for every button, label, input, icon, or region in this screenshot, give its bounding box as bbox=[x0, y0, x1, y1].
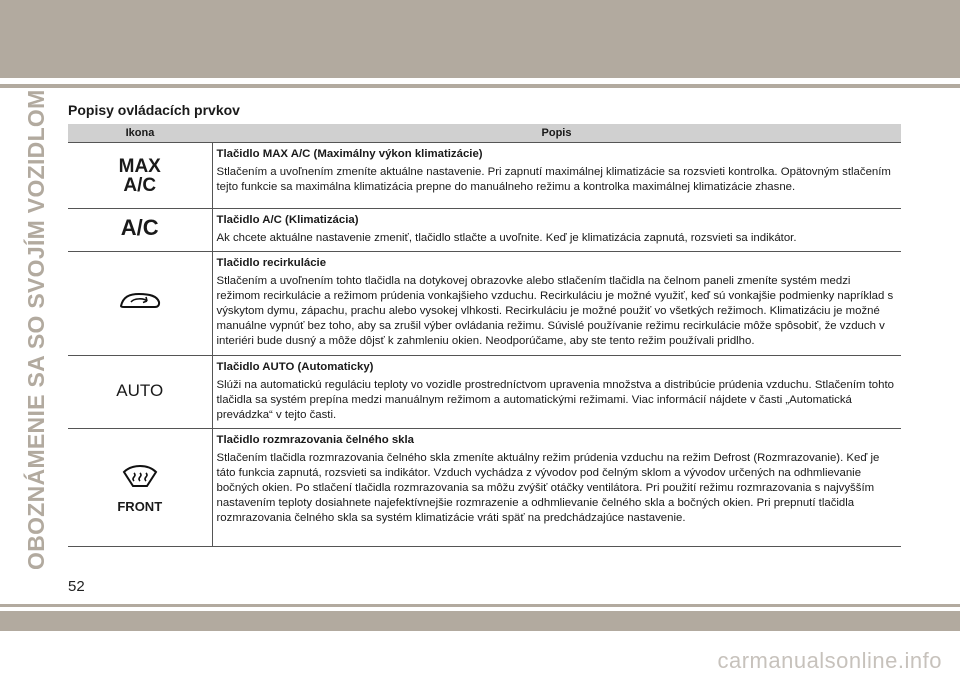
description-cell bbox=[212, 429, 901, 547]
ac-icon: A/C bbox=[120, 215, 159, 240]
max-ac-icon-line1: MAX bbox=[118, 155, 161, 177]
row-title: Tlačidlo rozmrazovania čelného skla bbox=[216, 434, 415, 446]
icon-cell-auto bbox=[68, 356, 212, 429]
max-ac-icon bbox=[68, 157, 212, 195]
icon-cell-front-defrost bbox=[68, 429, 212, 547]
page-number: 52 bbox=[68, 578, 85, 595]
header-description: Popis bbox=[212, 124, 901, 143]
description-cell bbox=[212, 356, 901, 429]
icon-cell-ac bbox=[68, 209, 212, 252]
icon-cell-recirculation bbox=[68, 252, 212, 356]
top-rule bbox=[0, 84, 960, 88]
icon-cell-max-ac bbox=[68, 143, 212, 209]
recirculation-icon bbox=[117, 303, 163, 315]
header-icon: Ikona bbox=[68, 124, 212, 143]
front-defrost-icon bbox=[120, 483, 160, 495]
max-ac-icon-line2: A/C bbox=[123, 174, 157, 196]
table-row bbox=[68, 252, 901, 356]
row-title: Tlačidlo AUTO (Automaticky) bbox=[216, 361, 374, 373]
row-title: Tlačidlo MAX A/C (Maximálny výkon klimatizácie) bbox=[216, 148, 483, 160]
bottom-band bbox=[0, 611, 960, 631]
side-chapter-title: OBOZNÁMENIE SA SO SVOJÍM VOZIDLOM bbox=[23, 89, 49, 570]
controls-table bbox=[68, 124, 901, 547]
row-title: Tlačidlo A/C (Klimatizácia) bbox=[216, 214, 359, 226]
table-header-row bbox=[68, 124, 901, 143]
top-band bbox=[0, 0, 960, 78]
description-cell bbox=[212, 209, 901, 252]
description-cell bbox=[212, 143, 901, 209]
row-description: Slúži na automatickú reguláciu teploty vo vozidle prostredníctvom upravenia množstva a distribúcie prúdenia vzduchu. Stlačením tohto tlačidla sa systém prepína medzi manuálnym režimom a automatickými režimami. Viac informácií nájdete v časti „Automatická prevádzka“ v tejto časti. bbox=[216, 379, 894, 421]
table-row bbox=[68, 143, 901, 209]
front-label: FRONT bbox=[117, 498, 163, 514]
table-row bbox=[68, 429, 901, 547]
row-title: Tlačidlo recirkulácie bbox=[216, 257, 327, 269]
bottom-rule bbox=[0, 604, 960, 607]
watermark: carmanualsonline.info bbox=[717, 648, 942, 673]
auto-icon: AUTO bbox=[116, 381, 164, 400]
row-description: Stlačením tlačidla rozmrazovania čelného skla zmeníte aktuálny režim prúdenia vzduchu na režim Defrost (Rozmrazovanie). Keď je táto funkcia zapnutá, rozsvieti sa indikátor. Vzduch vychádza z vývodov pod čelným sklom a vývodov určených na odhmlievanie bočných okien. Po stlačení tlačidla rozmrazovania sa môžu zvýšiť otáčky ventilátora. Pri použití režimu rozmrazovania s najvyšším nastavením teploty dosiahnete najefektívnejšie rozmrazenie a odhmlievanie čelného skla a bočných okien. Pri prepnutí tlačidla rozmrazovania čelného skla sa systém klimatizácie vráti späť na predchádzajúce nastavenie. bbox=[216, 452, 880, 524]
table-row bbox=[68, 209, 901, 252]
row-description: Stlačením a uvoľnením zmeníte aktuálne nastavenie. Pri zapnutí maximálnej klimatizácie sa rozsvieti kontrolka. Opätovným stlačením tejto funkcie sa maximálna klimatizácia prepne do manuálneho režimu a kontrolka maximálnej klimatizácie zhasne. bbox=[216, 166, 891, 193]
description-cell bbox=[212, 252, 901, 356]
section-title: Popisy ovládacích prvkov bbox=[68, 102, 240, 118]
table-row bbox=[68, 356, 901, 429]
row-description: Stlačením a uvoľnením tohto tlačidla na dotykovej obrazovke alebo stlačením tlačidla na čelnom paneli zmeníte systém medzi režimom recirkulácie a režimom prúdenia vonkajšieho vzduchu. Recirkuláciu je možné využiť, keď sú vonkajšie podmienky napríklad s výskytom dymu, zápachu, prachu alebo vysokej vlhkosti. Recirkuláciu je možné použiť vo všetkých režimoch. Klimatizáciu je možné manuálne vypnúť bez toho, aby sa zrušil výber ovládania režimu. Súvislé používanie režimu recirkulácie môže spôsobiť, že vzduch v interiéri bude dusný a môže dôjsť k zahmleniu okien. Neodporúčame, aby ste tento režim používali pridlho. bbox=[216, 275, 894, 347]
row-description: Ak chcete aktuálne nastavenie zmeniť, tlačidlo stlačte a uvoľnite. Keď je klimatizácia zapnutá, rozsvieti sa indikátor. bbox=[216, 232, 797, 244]
